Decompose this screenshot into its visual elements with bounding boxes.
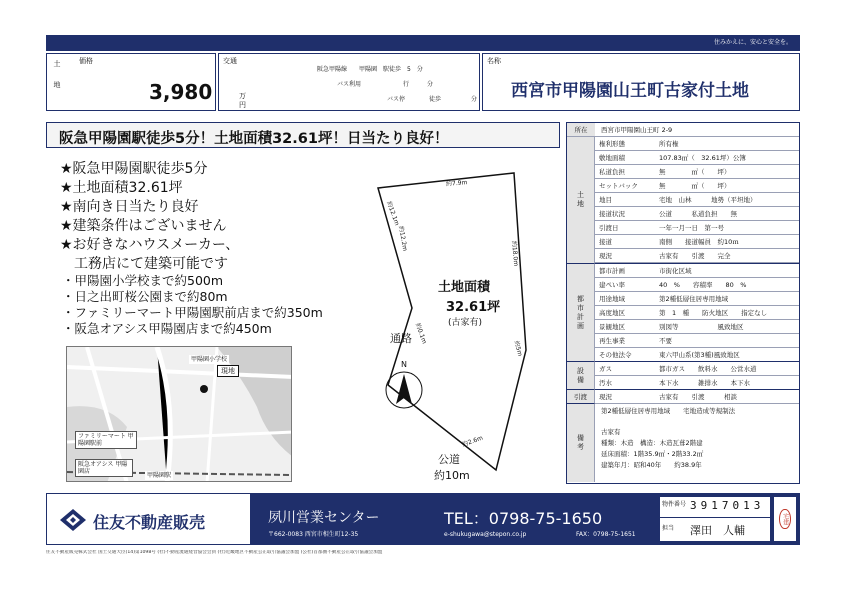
land-row: [595, 151, 799, 165]
remarks-line: 種類：木造 構造：木造瓦葺2階建: [601, 439, 703, 447]
property-name: 西宮市甲陽園山王町古家付土地: [511, 81, 749, 101]
north-label: N: [401, 360, 407, 369]
fax: FAX：0798-75-1651: [576, 531, 636, 538]
access-label: 交通: [223, 57, 237, 65]
map-label: 甲陽園駅: [147, 472, 172, 479]
utility-row: [595, 376, 799, 390]
urban-value: 別図等 風致地区: [659, 323, 744, 331]
top-banner: [46, 35, 800, 51]
urban-value: 40 % 容積率 80 %: [659, 281, 747, 289]
map-label: 阪急オアシス 甲陽園店: [75, 459, 133, 477]
slogan: 住みかえに、安心と安全を。: [713, 39, 792, 46]
remarks-label: 備考: [567, 403, 595, 482]
urban-row: [595, 334, 799, 348]
tel: TEL：0798-75-1650: [444, 509, 603, 528]
nearby-item: ・日之出町桜公園まで約80m: [62, 289, 228, 304]
ref-label: 物件番号: [662, 501, 687, 508]
urban-value: 不要: [659, 337, 672, 345]
dim-label: 約12.2m: [397, 225, 409, 252]
location-row: [567, 123, 799, 137]
land-key: セットバック: [599, 182, 638, 190]
land-key: 私道負担: [599, 168, 625, 176]
nearby-item: ・ファミリーマート甲陽園駅前店まで約350m: [62, 305, 323, 320]
land-key: 接道状況: [599, 210, 625, 218]
land-row: [595, 207, 799, 221]
urban-rows: [595, 263, 799, 361]
land-row: [595, 137, 799, 151]
area-value: 32.61坪: [446, 300, 501, 315]
dim-label: 約7.9m: [445, 179, 468, 188]
feature-item: ★お好きなハウスメーカー、: [60, 237, 240, 253]
utility-label: 設備: [567, 361, 595, 389]
name-label: 名称: [487, 57, 501, 65]
dim-label: 約2.6m: [461, 434, 484, 449]
nearby-item: ・阪急オアシス甲陽園店まで約450m: [62, 321, 272, 336]
land-row: [595, 193, 799, 207]
license-badge: [774, 497, 796, 541]
dim-label: 約12.1m: [385, 200, 401, 227]
land-key: 地目: [599, 196, 612, 204]
badge-text: 宅建: [779, 509, 790, 529]
legal-note: 住友不動産販売株式会社 国土交通大臣(14)第1098号 (社)不動産流通経営協会会員 (社)近畿地区不動産公正取引協議会加盟 (公社)首都圏不動産公正取引協議会加盟: [46, 550, 383, 555]
land-value: 一年一月一日 第一号: [659, 224, 724, 232]
features-list: [60, 160, 239, 274]
utility-key: ガス: [599, 365, 612, 373]
access-box: [218, 53, 480, 111]
staff-name: 澤田 人輔: [690, 524, 745, 537]
side-label: 土地: [53, 60, 61, 102]
land-rows: [595, 137, 799, 263]
urban-label: 都市計画: [567, 263, 595, 361]
price-value: 3,980: [149, 80, 213, 104]
land-value: 無 ㎡（ 坪）: [659, 168, 731, 176]
urban-key: 用途地域: [599, 295, 625, 303]
north-arrow-icon: [382, 366, 426, 410]
brand-name: 住友不動産販売: [93, 513, 206, 532]
utility-value: 都市ガス 飲料水 公営水道: [659, 365, 757, 373]
feature-item: ★南向き日当たり良好: [60, 199, 199, 215]
land-value: 107.83㎡（ 32.61坪）公簿: [659, 154, 746, 162]
public-road-label: 公道: [438, 453, 460, 466]
access-line-2: バス利用 行 分: [337, 81, 434, 88]
deliver-rows: [595, 389, 799, 403]
urban-row: [595, 292, 799, 306]
location-label: 所在: [567, 123, 595, 136]
area-map: [66, 346, 292, 482]
land-value: 無 ㎡（ 坪）: [659, 182, 731, 190]
urban-key: 建ぺい率: [599, 281, 625, 289]
area-title: 土地面積: [438, 280, 491, 295]
deliver-row: [595, 390, 799, 404]
urban-key: 都市計画: [599, 267, 625, 275]
brand-block: [46, 493, 251, 545]
remarks-block: [601, 406, 795, 471]
road-label: 通路: [390, 332, 412, 345]
utility-row: [595, 362, 799, 376]
feature-item: ★土地面積32.61坪: [60, 180, 183, 196]
remarks-line: 延床面積：1階35.9㎡・2階33.2㎡: [601, 450, 704, 458]
price-unit: 万円: [239, 92, 246, 109]
land-key: 接道: [599, 238, 612, 246]
map-label: ファミリーマート 甲陽園駅前: [75, 431, 137, 449]
nearby-list: [62, 273, 323, 337]
deliver-value: 古家有 引渡 相談: [659, 393, 737, 401]
land-label: 土地: [567, 137, 595, 263]
urban-key: 景観地区: [599, 323, 625, 331]
land-key: 現況: [599, 252, 612, 260]
details-table: [566, 122, 800, 484]
deliver-key: 現況: [599, 393, 612, 401]
nearby-item: ・甲陽園小学校まで約500m: [62, 273, 224, 288]
dim-label: 約18.0m: [510, 240, 520, 267]
land-value: 公道 私道負担 無: [659, 210, 737, 218]
urban-row: [595, 348, 799, 362]
deliver-label: 引渡: [567, 389, 595, 403]
map-label: 甲陽園小学校: [191, 356, 228, 363]
land-key: 権利形態: [599, 140, 625, 148]
land-key: 引渡日: [599, 224, 619, 232]
remarks-line: 古家有: [601, 428, 621, 436]
footer-bar: [46, 493, 800, 545]
land-row: [595, 235, 799, 249]
feature-item: ★阪急甲陽園駅徒歩5分: [60, 161, 208, 177]
feature-item: ★建築条件はございません: [60, 218, 227, 234]
land-value: 所有権: [659, 140, 679, 148]
feature-item: 工務店にて建築可能です: [60, 256, 228, 272]
ref-staff-panel: [660, 497, 770, 541]
email: e-shukugawa@stepon.co.jp: [444, 531, 527, 538]
land-value: 古家有 引渡 完全: [659, 252, 731, 260]
dim-label: 約5m: [512, 340, 524, 358]
urban-row: [595, 306, 799, 320]
address: 〒662-0083 西宮市相生町12-35: [268, 531, 359, 538]
name-box: [482, 53, 800, 111]
land-row: [595, 179, 799, 193]
urban-value: 第2種低層住居専用地域: [659, 295, 729, 303]
headline: 阪急甲陽園駅徒歩5分！土地面積32.61坪！日当たり良好！: [59, 131, 449, 147]
urban-row: [595, 264, 799, 278]
staff-label: 担当: [662, 525, 675, 532]
urban-key: 高度地区: [599, 309, 625, 317]
urban-key: 再生事業: [599, 337, 625, 345]
access-line-1: 阪急甲陽線 甲陽園 駅徒歩 5 分: [317, 66, 423, 73]
remarks-line: 建築年月：昭和40年 約38.9年: [601, 461, 702, 469]
urban-key: その他法令: [599, 351, 632, 359]
land-value: 宅地 山林 地勢（平坦地）: [659, 196, 757, 204]
brand-logo-icon: [59, 508, 87, 532]
dim-label: 約0.1m: [413, 322, 428, 345]
area-note: (古家有): [448, 318, 483, 328]
location-value: 西宮市甲陽園山王町 2-9: [601, 126, 673, 134]
map-here-label: 現地: [217, 365, 239, 377]
north-arrow: [382, 360, 426, 410]
public-road-width: 約10m: [434, 469, 470, 482]
headline-box: [46, 122, 560, 148]
utility-rows: [595, 361, 799, 389]
utility-value: 本下水 雑排水 本下水: [659, 379, 750, 387]
ref-number: 3917013: [690, 499, 765, 512]
access-line-3: バス停 徒歩 分: [387, 96, 478, 103]
urban-value: 第 1 種 防火地区 指定なし: [659, 309, 768, 317]
urban-value: 東六甲山系(第3種)風致地区: [659, 351, 740, 359]
land-key: 敷地面積: [599, 154, 625, 162]
land-row: [595, 249, 799, 263]
price-label: 価格: [79, 57, 93, 65]
land-row: [595, 221, 799, 235]
urban-row: [595, 278, 799, 292]
center-name: 夙川営業センター: [268, 510, 380, 526]
utility-key: 汚水: [599, 379, 612, 387]
land-row: [595, 165, 799, 179]
land-value: 南側 接道幅員 約10ｍ: [659, 238, 739, 246]
remarks-line: 第2種低層住居専用地域 宅地造成等規制法: [601, 407, 736, 415]
urban-row: [595, 320, 799, 334]
urban-value: 市街化区域: [659, 267, 692, 275]
